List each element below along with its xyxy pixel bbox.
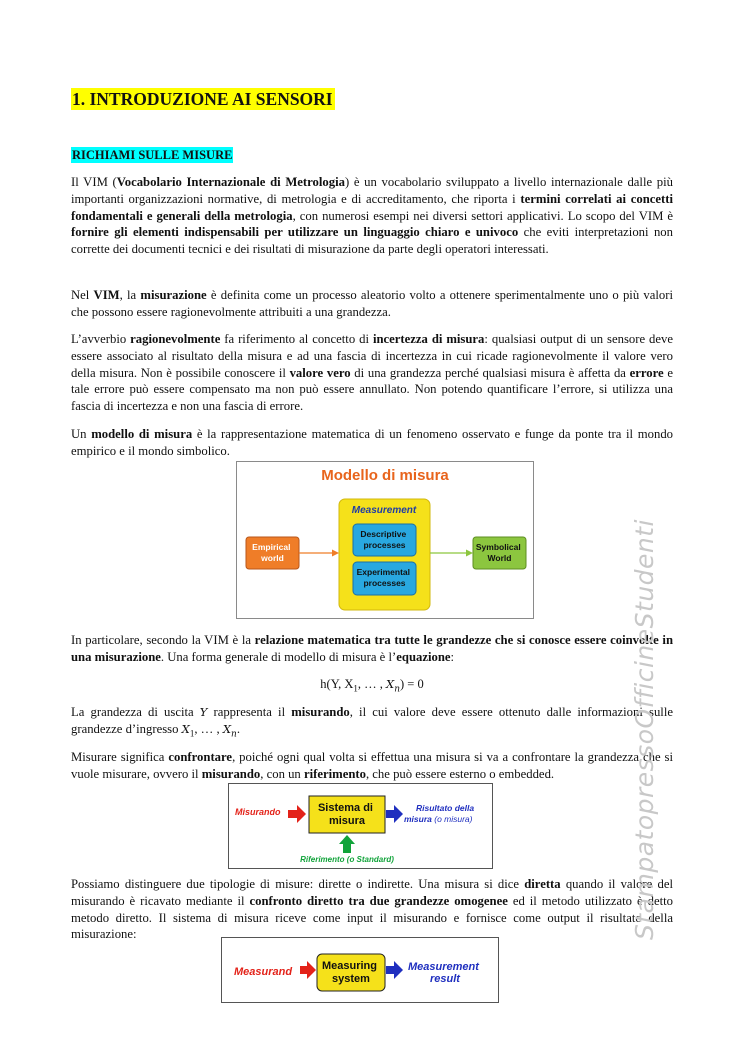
p1-run: termini correlati ai concetti fondamentali e generali della metrologia [71, 191, 674, 223]
descriptive-line1: Descriptive [360, 529, 407, 539]
risultato-line1: Risultato della [416, 803, 475, 813]
p6-run: X [222, 721, 232, 736]
measuring-line2: system [332, 973, 370, 985]
p5-run: equazione [396, 649, 451, 664]
p6-run: misurando [291, 705, 350, 719]
figure-title: Modello di misura [321, 467, 449, 484]
measurement-result-line2: result [430, 973, 460, 985]
risultato-line2a: misura [404, 814, 432, 824]
p3-run: di una grandezza perché qualsiasi misura è affetta da [350, 365, 630, 380]
experimental-line1: Experimental [356, 567, 411, 577]
symbolical-line2: World [487, 553, 512, 563]
p5-run: relazione matematica tra tutte le grandezze che si conosce essere coinvolte in una misurazione [71, 633, 674, 664]
p4-run: è la rappresentazione matematica di un fenomeno osservato e funge da ponte tra il mondo empirico e il mondo simbolico. [71, 427, 674, 458]
svg-text:Experimental processes [357, 567, 413, 588]
p5-run: . Una forma generale di modello di misura è l’ [160, 649, 397, 664]
measurand-label: Measurand [234, 966, 293, 978]
p3-run: L’avverbio [71, 332, 131, 346]
p1-run: ) è un vocabolario sviluppato a livello internazionale dalle più importanti organizzazioni normative, di metrologia e di accreditamento, che riporta i [71, 175, 673, 206]
empirical-line1: Empirical [252, 542, 291, 552]
p1-run: Il VIM ( [71, 175, 117, 189]
paragraph-misurazione [71, 287, 673, 321]
p8-run: confronto diretto tra due grandezze omogenee [249, 893, 508, 908]
paragraph-confrontare [71, 749, 673, 783]
p3-run: : qualsiasi output di un sensore deve essere associato al risultato della misura e ad una fascia di incertezza in cui ricade ragionevolmente il valore vero della misura. Non è possibile conoscere il [71, 332, 673, 380]
p3-run: ragionevolmente [130, 332, 221, 346]
p3-run: errore [629, 365, 664, 380]
sistema-line1: Sistema di [317, 802, 373, 814]
p1-run: che eviti interpretazioni non corrette dei documenti tecnici e dei risultati di misurazione da parte degli operatori interessati. [71, 225, 673, 257]
figure-sistema-di-misura [228, 783, 493, 869]
watermark-text: StampatopressoOfficineStudenti [630, 518, 659, 940]
p6-run: X [181, 721, 190, 736]
risultato-line2b: (o misura) [431, 814, 473, 824]
misurando-label: Misurando [235, 807, 281, 817]
figure-measuring-system [221, 937, 499, 1003]
p4-run: Un [71, 427, 92, 441]
p2-run: è definita come un processo aleatorio volto a ottenere sperimentalmente uno o più valori che possono essere ragionevolmente attribuiti a una grandezza. [71, 288, 673, 319]
paragraph-grandezza-uscita [71, 704, 673, 743]
paragraph-relazione [71, 632, 673, 666]
p7-run: confrontare [168, 750, 233, 764]
p1-run: fornire gli elementi indispensabili per utilizzare un linguaggio chiaro e univoco [71, 225, 519, 240]
measurement-label: Measurement [351, 505, 417, 516]
p7-run: , poiché ogni qual volta si effettua una misura si va a confrontare la grandezza che si vuole misurare, ovvero il [71, 750, 673, 781]
measuring-line1: Measuring [321, 960, 377, 972]
p6-run: n [231, 729, 237, 740]
p6-run: 1 [189, 728, 195, 739]
p6-run: rappresenta il [207, 705, 292, 719]
p2-run: Nel [71, 288, 94, 302]
p6-run: . [236, 721, 241, 736]
p3-run: fa riferimento al concetto di [220, 332, 373, 346]
paragraph-vim [71, 174, 673, 258]
svg-text:Descriptive processes [360, 529, 408, 550]
p4-run: modello di misura [91, 427, 193, 441]
empirical-line2: world [261, 553, 284, 563]
section-heading: 1. INTRODUZIONE AI SENSORI [72, 89, 333, 109]
riferimento-label: Riferimento (o Standard) [300, 855, 394, 864]
equation: h(Y, $X_1$, … , $X_n) = 0$ [320, 677, 424, 695]
p8-run: quando il valore del misurando è ricavato mediante il [71, 877, 673, 908]
symbolical-line1: Symbolical [475, 542, 521, 552]
p8-run: Possiamo distinguere due tipologie di misure: dirette o indirette. Una misura si dice [71, 877, 525, 891]
p3-run: valore vero [289, 365, 351, 380]
subsection-heading: RICHIAMI SULLE MISURE [72, 148, 233, 162]
p6-run: La grandezza di uscita [71, 705, 200, 719]
p1-run: , con numerosi esempi nei diversi settori applicativi. Lo scopo del VIM è [292, 208, 673, 223]
watermark [600, 500, 660, 940]
p3-run: incertezza di misura [372, 332, 485, 346]
p6-run: , il cui valore deve essere ottenuto dalle informazioni sulle grandezze d’ingresso [71, 705, 673, 736]
p2-run: VIM [93, 288, 120, 302]
measurement-result-line1: Measurement [408, 961, 479, 973]
descriptive-line2: processes [363, 540, 406, 550]
p8-run: diretta [524, 877, 561, 891]
p6-run: Y [199, 705, 208, 719]
p7-run: , che può essere esterno o embedded. [365, 766, 555, 781]
p7-run: , con un [260, 766, 304, 781]
p6-run: , … , [194, 721, 223, 736]
p2-run: misurazione [140, 288, 207, 302]
sistema-line2: misura [328, 815, 366, 827]
p5-run: In particolare, secondo la VIM è la [71, 633, 255, 647]
p1-run: Vocabolario Internazionale di Metrologia [116, 175, 345, 189]
p7-run: riferimento [303, 766, 366, 781]
paragraph-misure-dirette [71, 876, 673, 943]
p3-run: e tale errore può essere compensato ma non può essere annullato. Non potendo quantificare l’errore, si utilizza una fascia di incertezza e non una fascia di errore. [71, 365, 674, 414]
experimental-line2: processes [363, 578, 406, 588]
p5-run: : [450, 649, 455, 664]
paragraph-modello [71, 426, 673, 460]
paragraph-ragionevolmente [71, 331, 673, 415]
p8-run: ed il metodo utilizzato è detto metodo diretto. Il sistema di misura riceve come input il misurando e fornisce come output il risultato della misurazione: [71, 893, 673, 942]
figure-modello-di-misura [236, 461, 534, 619]
p2-run: , la [119, 288, 141, 302]
p7-run: misurando [201, 766, 261, 781]
p7-run: Misurare significa [71, 750, 169, 764]
